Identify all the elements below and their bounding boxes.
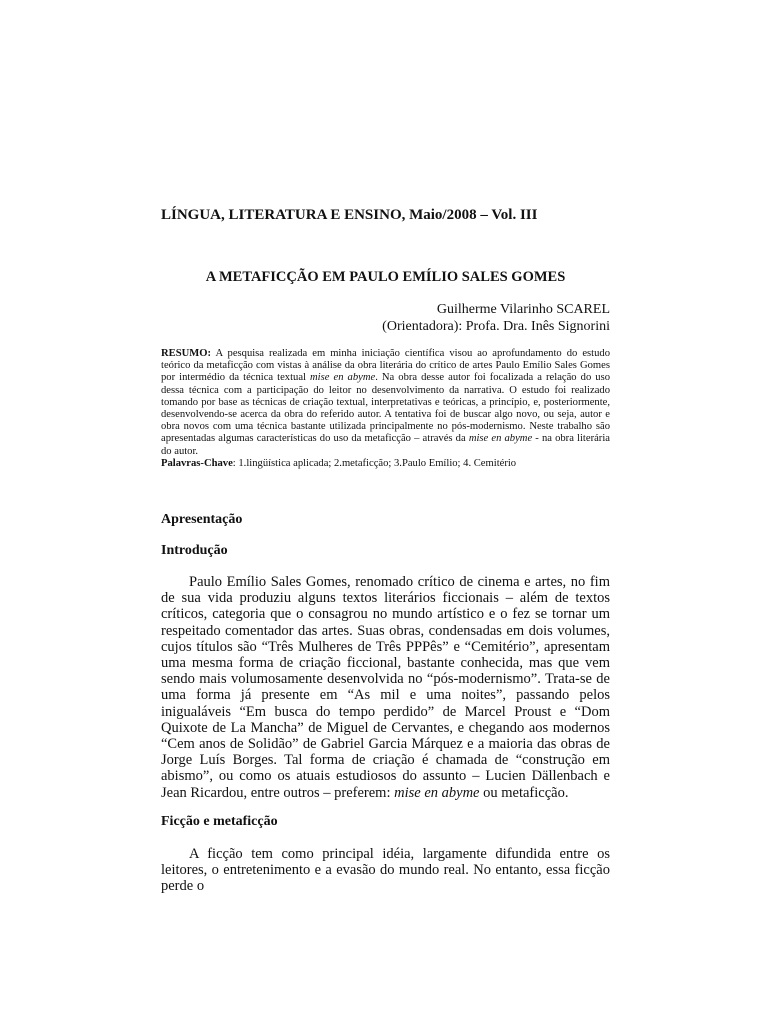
article-title: A METAFICÇÃO EM PAULO EMÍLIO SALES GOMES: [205, 269, 566, 285]
keywords-label: Palavras-Chave: [161, 457, 233, 469]
abstract-text: . Na obra desse autor foi focalizada a relação do uso dessa técnica com a participação do leitor no desenvolvimento da narrativa. O estudo foi realizado tomando por base as técnicas de criação textual, interpretativas e teóricas, a princípio, e, posteriormente, desenvolvendo-se acerca da obra do referido autor. A tentativa foi de buscar algo novo, ou seja, autor e obra novos com uma técnica bastante utilizada principalmente no pós-modernismo. Neste trabalho são apresentadas algumas características do uso da metaficção – através da: [161, 372, 610, 445]
abstract: [161, 348, 610, 470]
intro-italic-term: mise en abyme: [394, 784, 480, 801]
abstract-label: RESUMO:: [161, 348, 212, 359]
keywords: [161, 458, 610, 470]
section-heading-apresentacao: Apresentação: [161, 512, 243, 527]
section-heading-introducao: Introdução: [161, 543, 228, 558]
journal-header: LÍNGUA, LITERATURA E ENSINO, Maio/2008 – Vol. III: [161, 207, 538, 223]
intro-text: Paulo Emílio Sales Gomes, renomado crítico de cinema e artes, no fim de sua vida produziu alguns textos literários ficcionais – além de textos críticos, categoria que o consagrou no mundo artístico e o fez se tornar um respeitado comentador das artes. Suas obras, condensadas em dois volumes, cujos títulos são “Três Mulheres de Três PPPês” e “Cemitério”, apresentam uma mesma forma de criação ficcional, bastante conhecida, mas que vem sendo mais volumosamente desenvolvida no “pós-modernismo”. Trata-se de uma forma já presente em “As mil e uma noites”, passando pelos inigualáveis “Em busca do tempo perdido” de Marcel Proust e “Dom Quixote de La Mancha” de Miguel de Cervantes, e chegando aos modernos “Cem anos de Solidão” de Gabriel Garcia Márquez e a maioria das obras de Jorge Luís Borges. Tal forma de criação é chamada de “construção em abismo”, ou como os atuais estudiosos do assunto – Lucien Dällenbach e Jean Ricardou, entre outros – preferem:: [161, 574, 610, 801]
abstract-italic-term: mise en abyme: [310, 372, 376, 384]
intro-paragraph: [161, 574, 610, 801]
section-heading-ficcao: Ficção e metaficção: [161, 814, 278, 829]
abstract-text: A pesquisa realizada em minha iniciação científica visou ao aprofundamento do estudo teórico da metaficção com vistas à análise da obra literária do crítico de artes Paulo Emílio Sales Gomes por intermédio da técnica textual: [161, 348, 610, 384]
abstract-body: [161, 348, 610, 458]
keywords-text: : 1.lingüística aplicada; 2.metaficção; 3.Paulo Emílio; 4. Cemitério: [232, 457, 517, 469]
intro-text: ou metaficção.: [479, 784, 569, 801]
fiction-paragraph: A ficção tem como principal idéia, largamente difundida entre os leitores, o entretenimento e a evasão do mundo real. No entanto, essa ficção perde o: [161, 846, 610, 895]
author-name: Guilherme Vilarinho SCAREL: [436, 302, 610, 317]
abstract-text: - na obra literária do autor.: [161, 433, 610, 457]
author-block: [161, 301, 610, 335]
advisor-name: (Orientadora): Profa. Dra. Inês Signorini: [382, 319, 610, 334]
abstract-italic-term: mise en abyme: [468, 433, 533, 445]
